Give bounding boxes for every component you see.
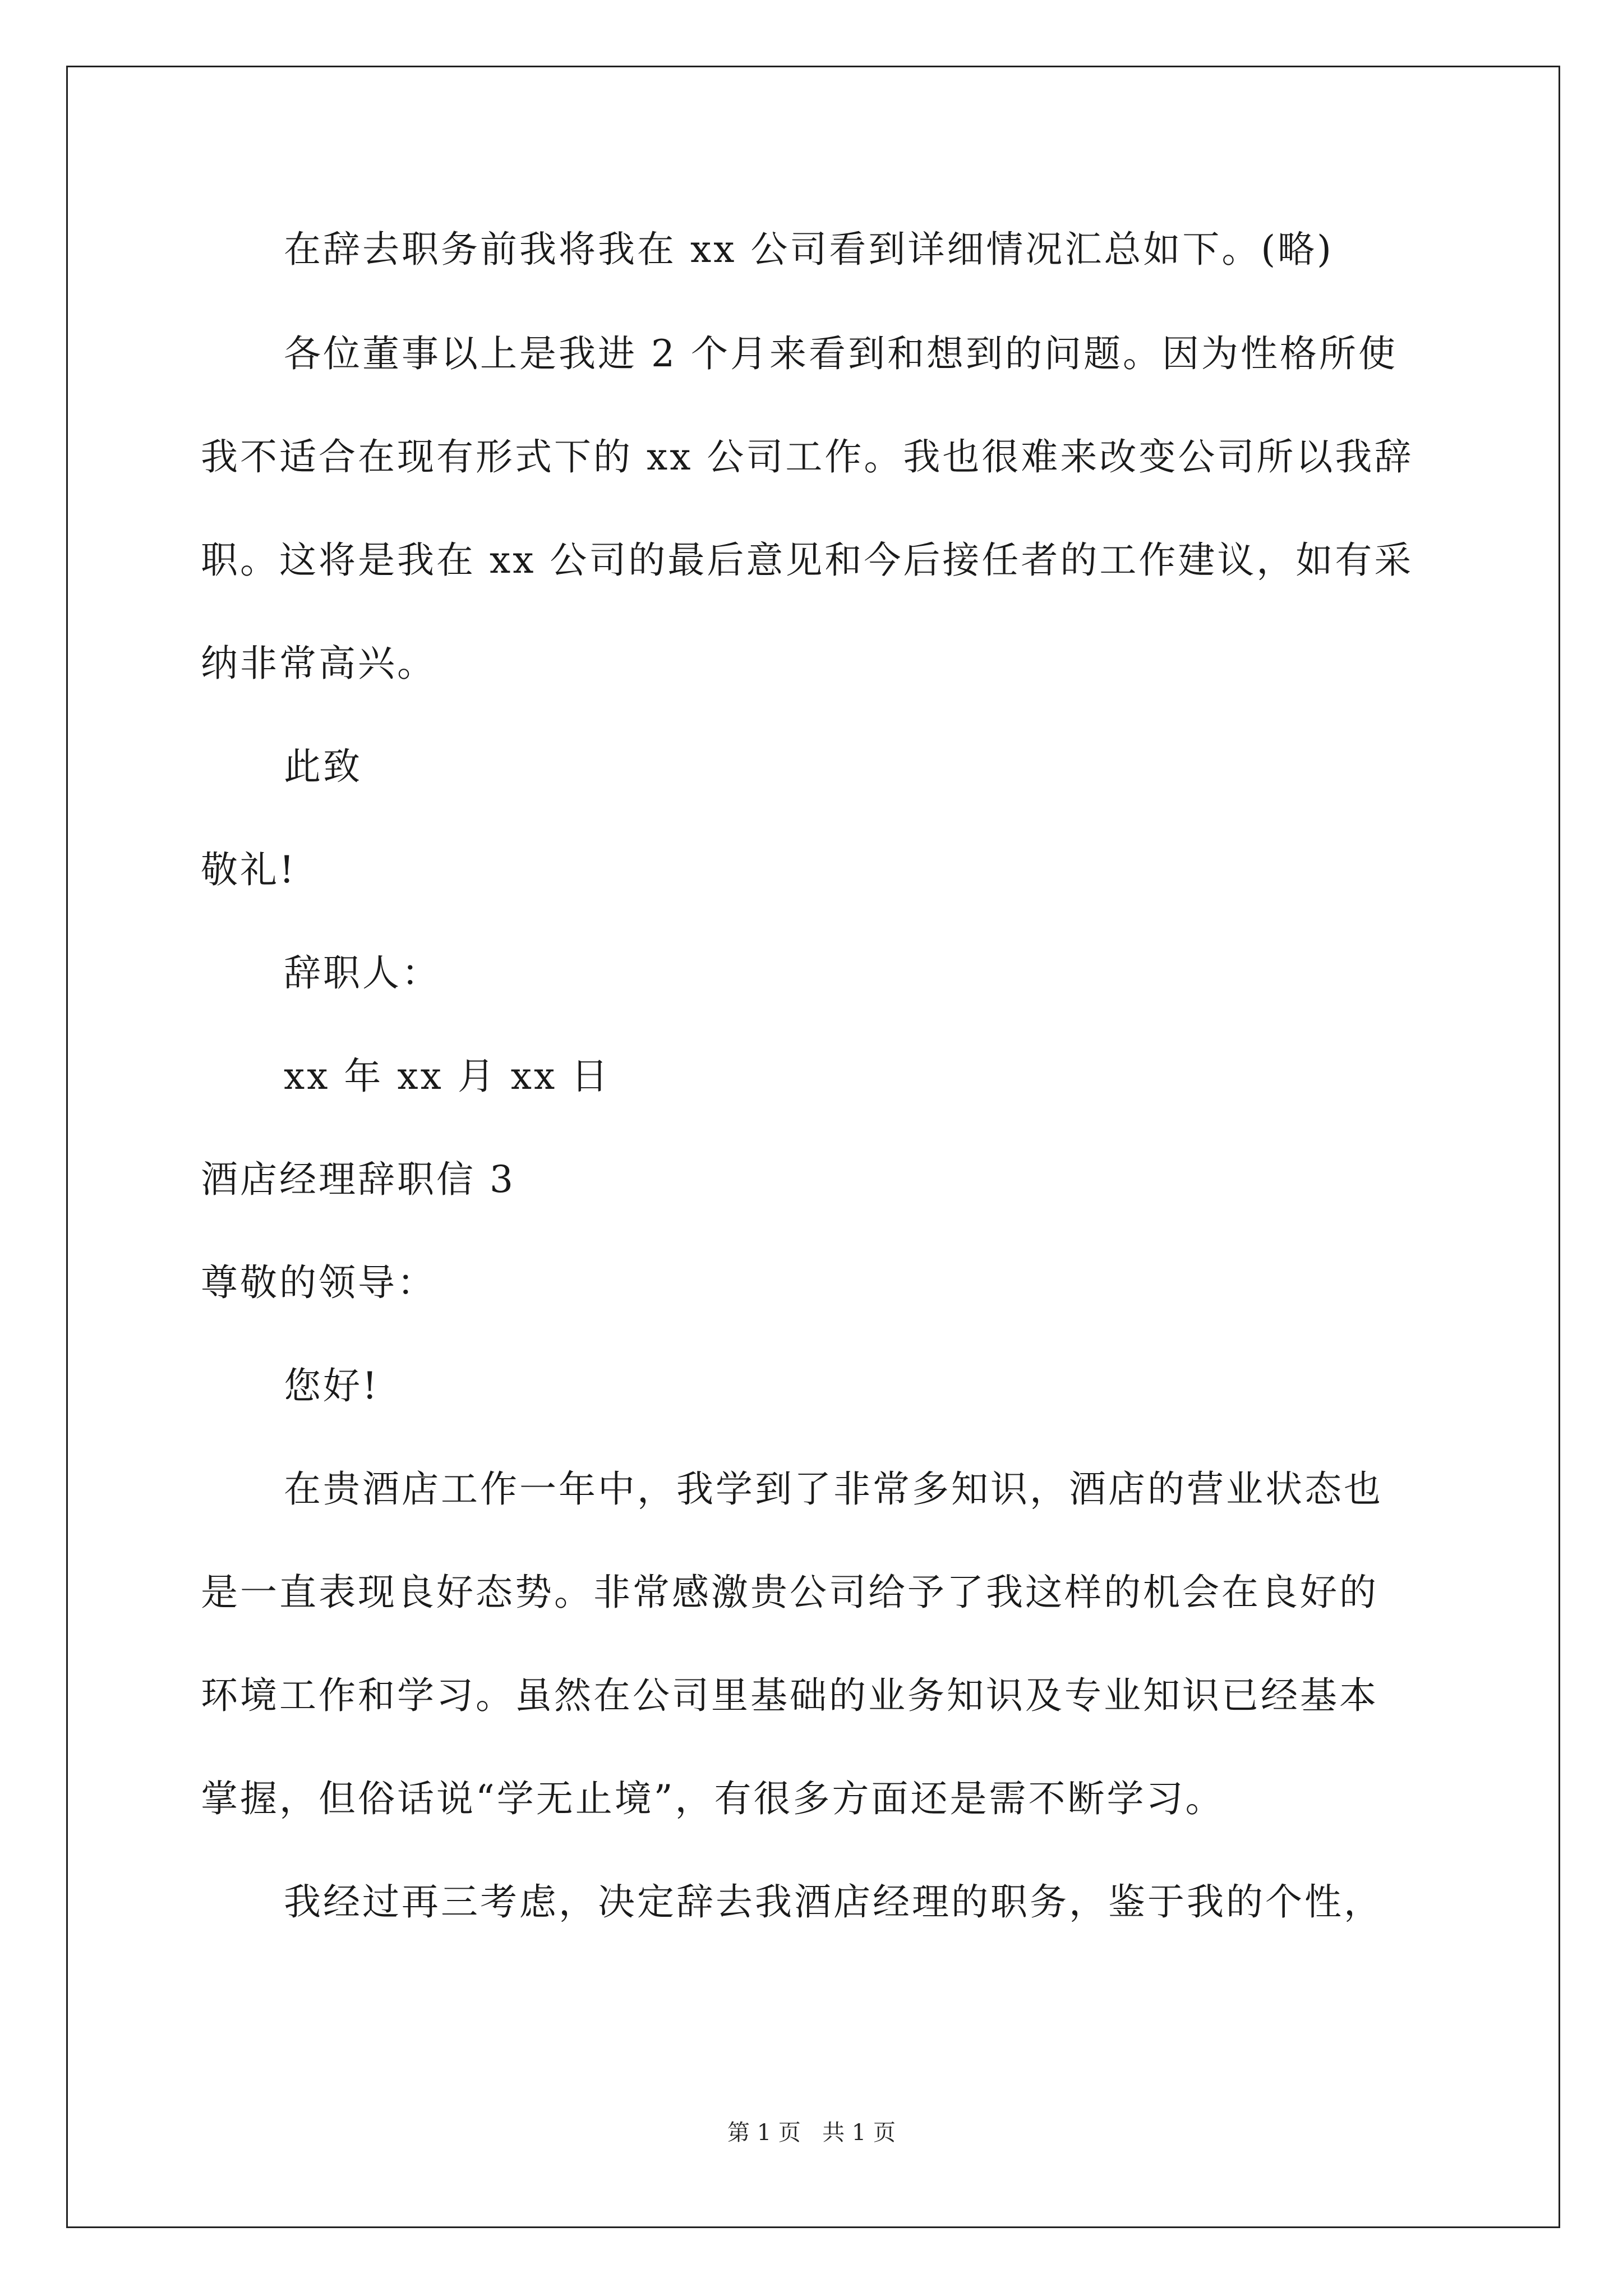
paragraph-line: 纳非常高兴。 xyxy=(201,642,436,685)
paragraph-line: 我不适合在现有形式下的 xx 公司工作。我也很难来改变公司所以我辞 xyxy=(201,435,1414,478)
paragraph-line: 环境工作和学习。虽然在公司里基础的业务知识及专业知识已经基本 xyxy=(201,1674,1378,1717)
paragraph-line: 职。这将是我在 xx 公司的最后意见和今后接任者的工作建议，如有采 xyxy=(201,539,1414,582)
paragraph-line: 在辞去职务前我将我在 xx 公司看到详细情况汇总如下。(略) xyxy=(284,228,1334,271)
paragraph-line: 是一直表现良好态势。非常感激贵公司给予了我这样的机会在良好的 xyxy=(201,1571,1378,1614)
closing-line: 此致 xyxy=(284,745,362,788)
section-title: 酒店经理辞职信 3 xyxy=(201,1158,515,1201)
page-footer: 第 1 页 共 1 页 xyxy=(727,2120,896,2146)
salutation-line: 敬礼! xyxy=(201,848,297,891)
paragraph-line: 掌握，但俗话说“学无止境”，有很多方面还是需不断学习。 xyxy=(201,1777,1225,1820)
signature-label: 辞职人： xyxy=(284,951,441,995)
date-line: xx 年 xx 月 xx 日 xyxy=(284,1055,611,1098)
greeting-line: 尊敬的领导： xyxy=(201,1261,436,1304)
paragraph-line: 在贵酒店工作一年中，我学到了非常多知识，酒店的营业状态也 xyxy=(284,1467,1383,1511)
paragraph-line: 我经过再三考虑，决定辞去我酒店经理的职务，鉴于我的个性， xyxy=(284,1880,1383,1924)
greeting-line: 您好! xyxy=(284,1364,380,1407)
paragraph-line: 各位董事以上是我进 2 个月来看到和想到的问题。因为性格所使 xyxy=(284,332,1398,375)
